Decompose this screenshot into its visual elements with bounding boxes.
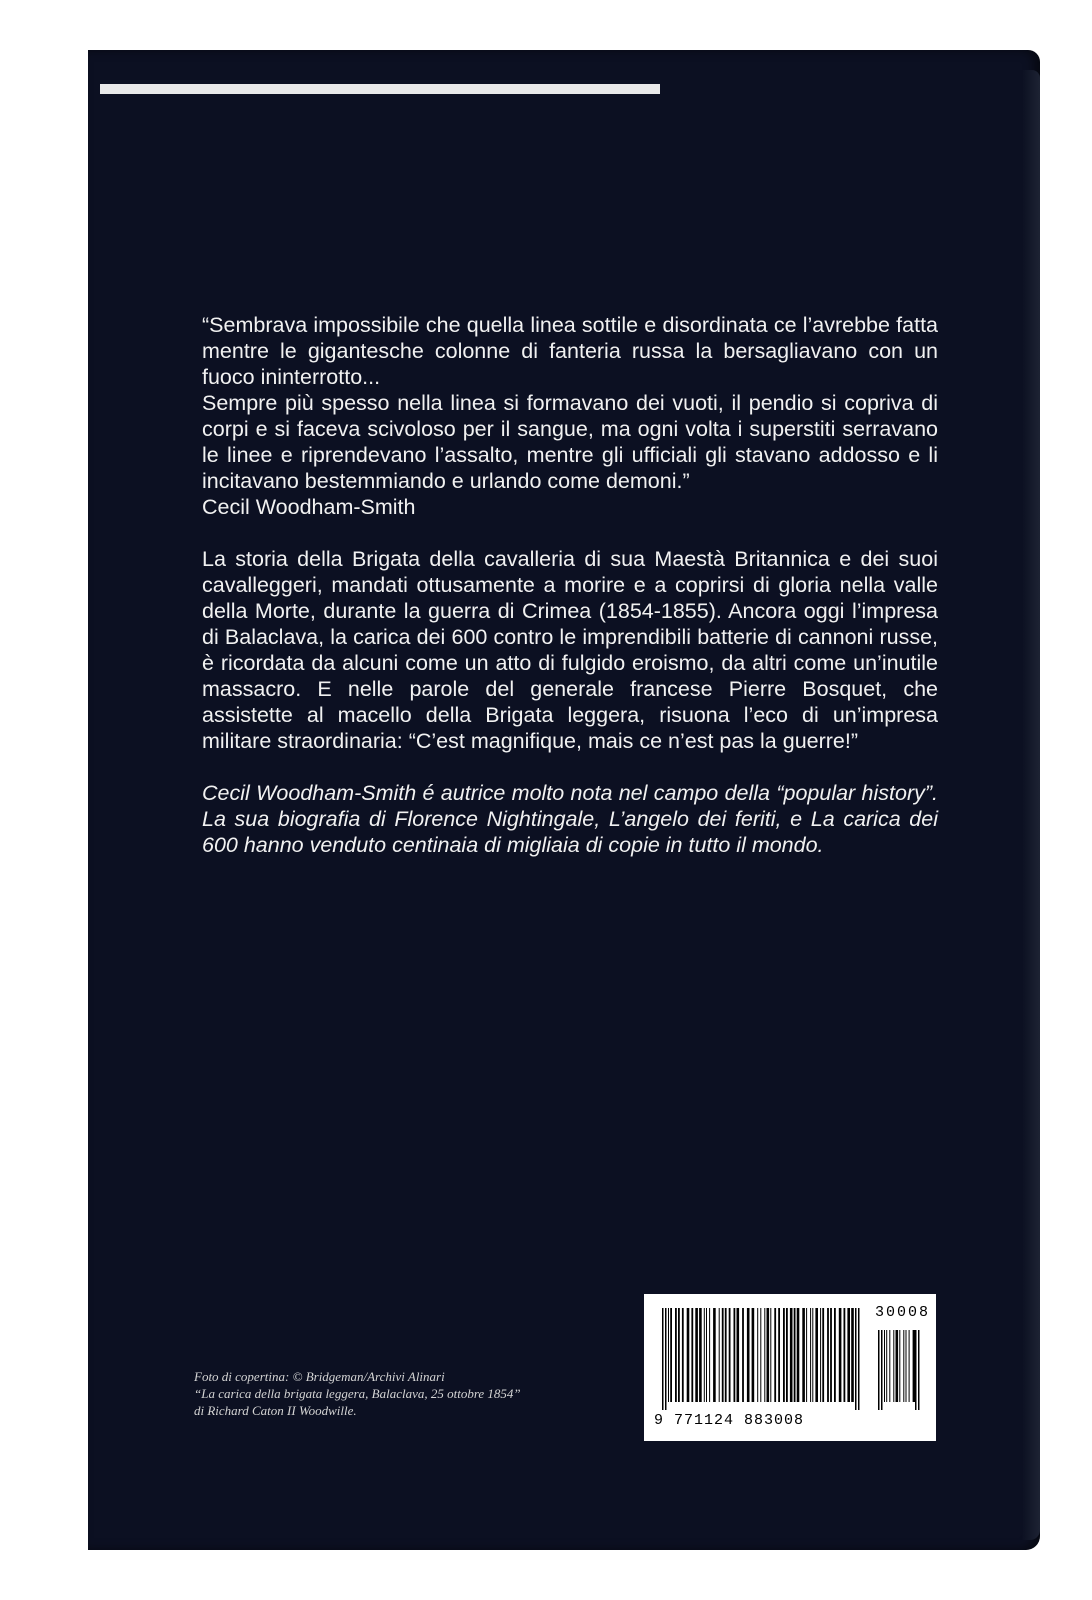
barcode-bar: [812, 1308, 813, 1402]
book-description: La storia della Brigata della cavalleria di sua Maestà Britannica e dei suoi cavalleggeri, mandati ottusamente a morire e a coprirsi di gloria nella valle della Morte, durante la guerra di Crimea (1854-1855). Ancora oggi l’impresa di Balaclava, la carica dei 600 contro le imprendibili batterie di cannoni russe, è ricordata da alcuni come un atto di fulgido eroismo, da altri come un’inutile massacro. E nelle parole del generale francese Pierre Bosquet, che assistette al macello della Brigata leggera, risuona l’eco di un’impresa militare straordinaria: “C’est magnifique, mais ce n’est pas la guerre!”: [202, 547, 938, 753]
barcode-bar: [747, 1308, 750, 1402]
barcode-bar: [915, 1330, 917, 1410]
barcode-bar: [752, 1308, 755, 1402]
barcode-bar: [722, 1308, 724, 1402]
barcode-bar: [770, 1308, 771, 1402]
barcode-bar: [820, 1308, 821, 1402]
barcode-bar: [709, 1308, 710, 1402]
barcode-label: [644, 1294, 936, 1441]
barcode-bar: [678, 1308, 680, 1402]
barcode-bar: [913, 1330, 916, 1402]
barcode-bar: [878, 1330, 880, 1410]
barcode-bar: [903, 1330, 904, 1402]
barcode-bar: [774, 1308, 776, 1402]
barcode-bar: [767, 1308, 770, 1402]
barcode-bar: [827, 1308, 829, 1402]
photo-credit: [194, 1368, 634, 1419]
quote-author: Cecil Woodham-Smith: [202, 495, 416, 519]
barcode-addon-bars: [876, 1330, 920, 1410]
barcode-bar: [844, 1308, 846, 1402]
barcode-bar: [893, 1330, 894, 1402]
barcode-bar: [881, 1330, 883, 1410]
barcode-bar: [682, 1308, 684, 1402]
barcode-bar: [790, 1308, 793, 1402]
barcode-bar: [810, 1308, 811, 1402]
barcode-bar: [691, 1308, 693, 1402]
barcode-bar: [802, 1308, 805, 1402]
quote-paragraph-2: Sempre più spesso nella linea si formavano dei vuoti, il pendio si copriva di corpi e si faceva scivoloso per il sangue, ma ogni volta i superstiti serravano le linee e riprendevano l’assalto, mentre gli ufficiali gli stavano addosso e li incitavano bestemmiando e urlando come demoni.”: [202, 391, 938, 493]
photo-credit-line-3: di Richard Caton II Woodwille.: [194, 1403, 357, 1418]
photo-credit-line-1: Foto di copertina: © Bridgeman/Archivi Alinari: [194, 1369, 445, 1384]
barcode-bar: [764, 1308, 765, 1402]
barcode-bar: [675, 1308, 677, 1402]
barcode-number: 9 771124 883008: [654, 1412, 805, 1429]
barcode-bar: [783, 1308, 785, 1402]
barcode-bar: [713, 1308, 716, 1402]
barcode-bar: [839, 1308, 842, 1402]
barcode-bar: [918, 1330, 920, 1410]
barcode-bar: [729, 1308, 731, 1402]
barcode-bar: [699, 1308, 702, 1402]
barcode-bar: [834, 1308, 836, 1402]
barcode-bar: [896, 1330, 899, 1402]
barcode-bar: [734, 1308, 736, 1402]
barcode-bar: [797, 1308, 800, 1402]
barcode-bar: [884, 1330, 885, 1402]
barcode-bar: [778, 1308, 780, 1402]
barcode-bar: [665, 1308, 667, 1410]
barcode-bar: [704, 1308, 705, 1402]
barcode-bar: [889, 1330, 890, 1402]
barcode-bar: [695, 1308, 698, 1402]
barcode-bar: [786, 1308, 788, 1402]
back-cover-text: [202, 312, 938, 858]
barcode-bar: [815, 1308, 818, 1402]
barcode-bar: [899, 1330, 900, 1402]
barcode-bar: [858, 1308, 860, 1410]
barcode-bar: [794, 1308, 796, 1402]
quote-paragraph-1: “Sembrava impossibile che quella linea sottile e disordinata ce l’avrebbe fatta mentre le gigantesche colonne di fanteria russa la bersagliavano con un fuoco ininterrotto...: [202, 313, 938, 389]
barcode-bar: [830, 1308, 832, 1402]
barcode-addon-number: 30008: [874, 1304, 930, 1321]
photo-credit-line-2: “La carica della brigata leggera, Balaclava, 25 ottobre 1854”: [194, 1386, 521, 1401]
barcode-bar: [742, 1308, 744, 1402]
barcode-bar: [725, 1308, 727, 1402]
barcode-bar: [806, 1308, 807, 1402]
barcode-bar: [757, 1308, 758, 1402]
barcode-bar: [847, 1308, 850, 1402]
barcode-bar: [822, 1308, 824, 1402]
barcode-bar: [687, 1308, 690, 1402]
author-bio: Cecil Woodham-Smith é autrice molto nota nel campo della “popular history”. La sua biografia di Florence Nightingale, L’angelo dei feriti, e La carica dei 600 hanno venduto centinaia di migliaia di copie in tutto il mondo.: [202, 781, 938, 857]
barcode-bar: [668, 1308, 669, 1402]
barcode-bar: [662, 1308, 664, 1410]
barcode-bar: [909, 1330, 910, 1402]
page-edge: [100, 84, 660, 94]
barcode-bar: [719, 1308, 720, 1402]
barcode-bar: [760, 1308, 761, 1402]
barcode-bar: [855, 1308, 857, 1410]
barcode-bar: [851, 1308, 854, 1402]
barcode-bar: [706, 1308, 707, 1402]
barcode-bar: [886, 1330, 887, 1402]
barcode-main-bars: [660, 1308, 860, 1410]
book-spine-edge: [1022, 70, 1040, 1540]
barcode-bar: [670, 1308, 672, 1402]
barcode-bar: [737, 1308, 740, 1402]
barcode-bar: [906, 1330, 907, 1402]
